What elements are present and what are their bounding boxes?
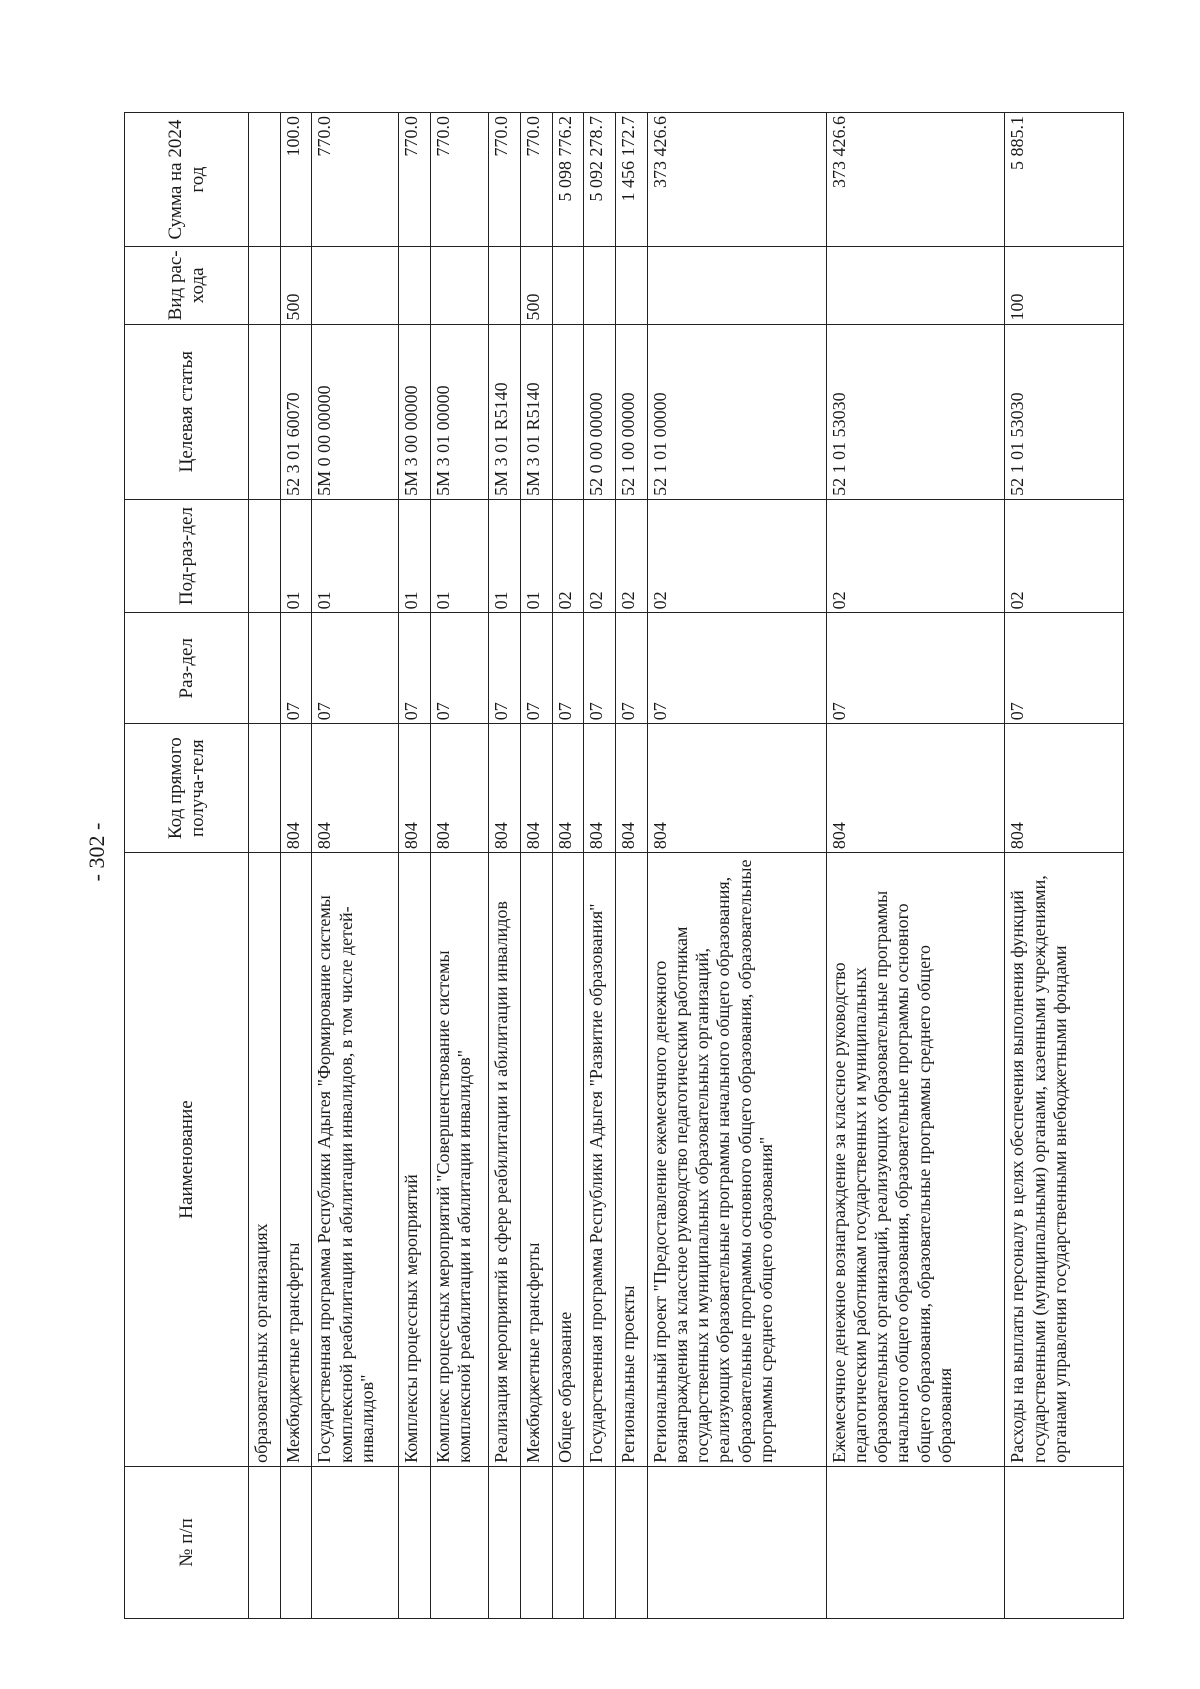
cell-recipient: 804 — [399, 724, 431, 853]
cell-subsection: 02 — [1005, 499, 1124, 612]
cell-amount: 770.0 — [489, 113, 521, 247]
cell-section: 07 — [647, 613, 826, 724]
cell-recipient: 804 — [280, 724, 312, 853]
cell-target — [249, 324, 281, 499]
cell-name: Реализация мероприятий в сфере реабилитации и абилитации инвалидов — [489, 853, 521, 1467]
cell-subsection: 02 — [552, 499, 584, 612]
cell-num — [520, 1466, 552, 1618]
cell-amount: 1 456 172.7 — [615, 113, 647, 247]
cell-target: 52 1 01 53030 — [1005, 324, 1124, 499]
cell-num — [399, 1466, 431, 1618]
cell-section: 07 — [1005, 613, 1124, 724]
budget-table-frame — [124, 112, 1124, 1619]
cell-section: 07 — [312, 613, 399, 724]
table-row — [431, 113, 489, 1619]
table-row — [584, 113, 616, 1619]
cell-name: Комплексы процессных мероприятий — [399, 853, 431, 1467]
cell-subsection: 01 — [520, 499, 552, 612]
cell-expense-type — [312, 247, 399, 324]
cell-expense-type — [584, 247, 616, 324]
cell-expense-type — [431, 247, 489, 324]
cell-target: 52 1 01 53030 — [826, 324, 1005, 499]
cell-subsection: 02 — [647, 499, 826, 612]
cell-expense-type: 500 — [520, 247, 552, 324]
cell-name: Межбюджетные трансферты — [280, 853, 312, 1467]
cell-subsection: 02 — [584, 499, 616, 612]
cell-num — [489, 1466, 521, 1618]
cell-amount: 373 426.6 — [647, 113, 826, 247]
cell-recipient: 804 — [1005, 724, 1124, 853]
cell-expense-type — [489, 247, 521, 324]
cell-amount: 770.0 — [431, 113, 489, 247]
cell-num — [584, 1466, 616, 1618]
header-expense-type: Вид рас-хода — [125, 247, 249, 324]
cell-section: 07 — [615, 613, 647, 724]
cell-section: 07 — [552, 613, 584, 724]
cell-amount: 5 098 776.2 — [552, 113, 584, 247]
cell-recipient: 804 — [615, 724, 647, 853]
table-row — [552, 113, 584, 1619]
cell-subsection — [249, 499, 281, 612]
cell-subsection: 01 — [312, 499, 399, 612]
cell-section: 07 — [826, 613, 1005, 724]
table-row — [647, 113, 826, 1619]
cell-amount: 5 885.1 — [1005, 113, 1124, 247]
cell-recipient: 804 — [584, 724, 616, 853]
cell-recipient: 804 — [489, 724, 521, 853]
cell-section: 07 — [489, 613, 521, 724]
cell-amount: 770.0 — [312, 113, 399, 247]
cell-recipient: 804 — [520, 724, 552, 853]
cell-num — [312, 1466, 399, 1618]
cell-subsection: 02 — [615, 499, 647, 612]
cell-name: Расходы на выплаты персоналу в целях обеспечения выполнения функций государственными (муниципальными) органами, казенными учреждениями, органами управления государственными внебюджетными фондами — [1005, 853, 1124, 1467]
cell-name: образовательных организациях — [249, 853, 281, 1467]
cell-amount — [249, 113, 281, 247]
cell-num — [826, 1466, 1005, 1618]
cell-target: 5M 3 01 R5140 — [489, 324, 521, 499]
cell-target — [552, 324, 584, 499]
cell-recipient: 804 — [826, 724, 1005, 853]
cell-name: Межбюджетные трансферты — [520, 853, 552, 1467]
cell-target: 5M 3 01 00000 — [431, 324, 489, 499]
cell-name: Государственная программа Республики Адыгея "Формирование системы комплексной реабилитации и абилитации инвалидов, в том числе детей-инвалидов" — [312, 853, 399, 1467]
cell-subsection: 02 — [826, 499, 1005, 612]
cell-section: 07 — [520, 613, 552, 724]
table-header — [125, 113, 249, 1619]
table-row — [280, 113, 312, 1619]
header-num: № п/п — [125, 1466, 249, 1618]
cell-name: Государственная программа Республики Адыгея "Развитие образования" — [584, 853, 616, 1467]
cell-recipient: 804 — [552, 724, 584, 853]
cell-recipient: 804 — [312, 724, 399, 853]
cell-num — [249, 1466, 281, 1618]
cell-amount: 5 092 278.7 — [584, 113, 616, 247]
table-row — [826, 113, 1005, 1619]
cell-section: 07 — [399, 613, 431, 724]
page-number-text: - 302 - — [84, 822, 109, 882]
cell-expense-type — [249, 247, 281, 324]
table-row — [615, 113, 647, 1619]
cell-expense-type — [826, 247, 1005, 324]
cell-amount: 770.0 — [520, 113, 552, 247]
cell-target: 52 0 00 00000 — [584, 324, 616, 499]
cell-subsection: 01 — [489, 499, 521, 612]
cell-target: 5M 3 01 R5140 — [520, 324, 552, 499]
header-subsection: Под-раз-дел — [125, 499, 249, 612]
cell-target: 5M 3 00 00000 — [399, 324, 431, 499]
cell-subsection: 01 — [431, 499, 489, 612]
cell-subsection: 01 — [399, 499, 431, 612]
cell-expense-type: 100 — [1005, 247, 1124, 324]
header-amount: Сумма на 2024 год — [125, 113, 249, 247]
budget-table — [124, 112, 1124, 1619]
cell-recipient — [249, 724, 281, 853]
cell-num — [1005, 1466, 1124, 1618]
cell-amount: 770.0 — [399, 113, 431, 247]
cell-num — [615, 1466, 647, 1618]
cell-num — [280, 1466, 312, 1618]
cell-name: Комплекс процессных мероприятий "Совершенствование системы комплексной реабилитации и абилитации инвалидов" — [431, 853, 489, 1467]
cell-amount: 100.0 — [280, 113, 312, 247]
cell-expense-type — [615, 247, 647, 324]
header-row — [125, 113, 249, 1619]
cell-name: Общее образование — [552, 853, 584, 1467]
cell-section: 07 — [431, 613, 489, 724]
cell-expense-type — [399, 247, 431, 324]
cell-target: 52 1 00 00000 — [615, 324, 647, 499]
header-name: Наименование — [125, 853, 249, 1467]
table-row — [1005, 113, 1124, 1619]
cell-amount: 373 426.6 — [826, 113, 1005, 247]
header-target: Целевая статья — [125, 324, 249, 499]
cell-subsection: 01 — [280, 499, 312, 612]
cell-target: 5M 0 00 00000 — [312, 324, 399, 499]
header-section: Раз-дел — [125, 613, 249, 724]
cell-section: 07 — [584, 613, 616, 724]
cell-expense-type: 500 — [280, 247, 312, 324]
cell-expense-type — [647, 247, 826, 324]
cell-section — [249, 613, 281, 724]
cell-recipient: 804 — [431, 724, 489, 853]
header-recipient: Код прямого получа-теля — [125, 724, 249, 853]
cell-expense-type — [552, 247, 584, 324]
cell-recipient: 804 — [647, 724, 826, 853]
cell-name: Ежемесячное денежное вознаграждение за классное руководство педагогическим работникам государственных и муниципальных образовательных организаций, реализующих образовательные программы начального общего образования, образовательные программы основного общего образования, образовательные программы среднего общего образования — [826, 853, 1005, 1467]
cell-target: 52 3 01 60070 — [280, 324, 312, 499]
table-row — [312, 113, 399, 1619]
page-number — [82, 812, 112, 892]
cell-num — [431, 1466, 489, 1618]
table-row — [489, 113, 521, 1619]
table-row — [520, 113, 552, 1619]
cell-num — [552, 1466, 584, 1618]
table-body — [249, 113, 1124, 1619]
cell-num — [647, 1466, 826, 1618]
cell-name: Региональные проекты — [615, 853, 647, 1467]
table-row — [399, 113, 431, 1619]
cell-target: 52 1 01 00000 — [647, 324, 826, 499]
cell-name: Региональный проект "Предоставление ежемесячного денежного вознаграждения за классное руководство педагогическим работникам государственных и муниципальных образовательных организаций, реализующих образовательные программы начального общего образования, образовательные программы основного общего образования, образовательные программы среднего общего образования" — [647, 853, 826, 1467]
cell-section: 07 — [280, 613, 312, 724]
table-row — [249, 113, 281, 1619]
